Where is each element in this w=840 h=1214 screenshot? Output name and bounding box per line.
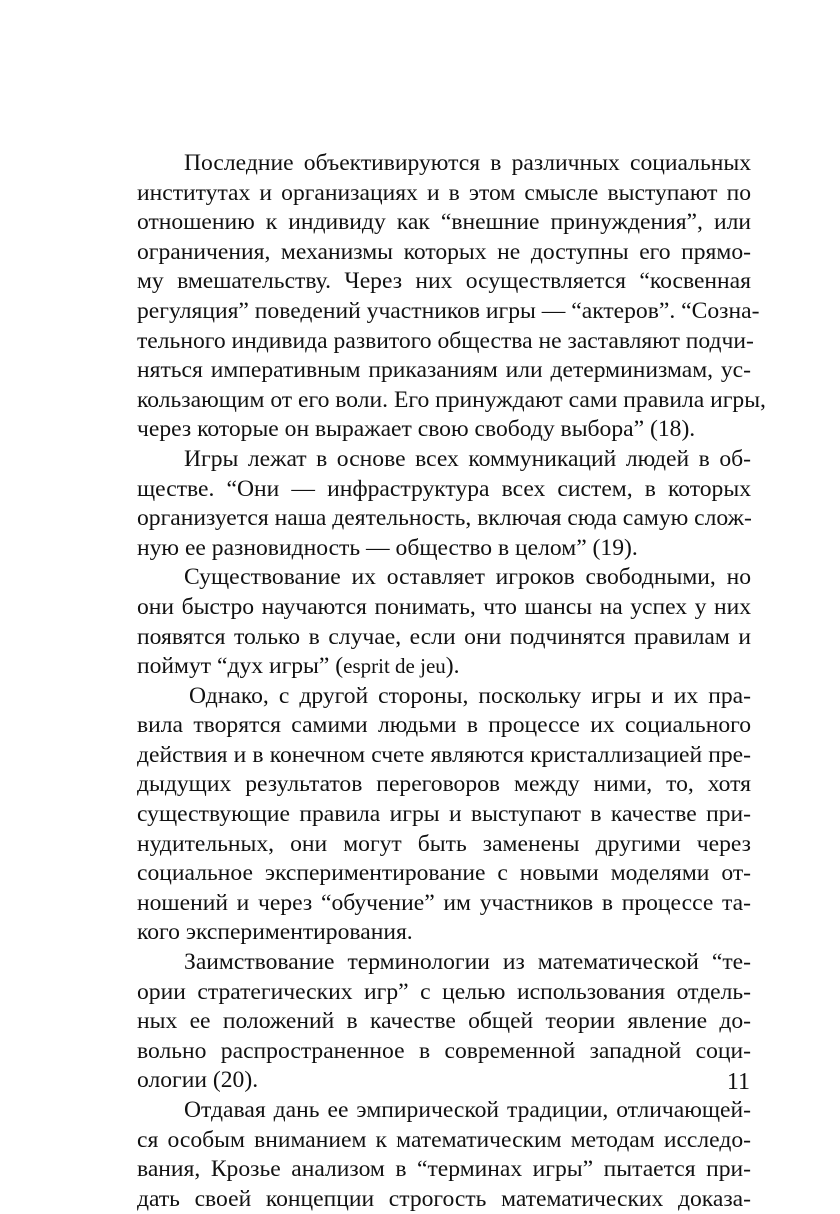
- text-line: Последние объективируются в различных социальных: [184, 150, 751, 176]
- text-line: появятся только в случае, если они подчинятся правилам и: [137, 623, 751, 650]
- text-line: через которые он выражает свою свободу выбора” (18).: [137, 416, 696, 443]
- text-line: отношению к индивиду как “внешние принуждения”, или: [137, 209, 751, 236]
- paragraph-3: [137, 563, 751, 681]
- text-line: нудительных, они могут быть заменены другими через: [137, 830, 751, 857]
- page-number: 11: [726, 1069, 750, 1095]
- text-line: ории стратегических игр” с целью использования отдель-: [137, 978, 751, 1005]
- text-line: ношений и через “обучение” им участников в процессе та-: [137, 889, 751, 916]
- text-line: няться императивным приказаниям или детерминизмам, ус-: [137, 357, 751, 384]
- text-line: социальное экспериментирование с новыми моделями от-: [137, 860, 751, 887]
- text-line: Существование их оставляет игроков свободными, но: [184, 564, 751, 591]
- text-line: дать своей концепции строгость математических доказа-: [137, 1185, 751, 1212]
- text-line: вольно распространенное в современной западной соци-: [137, 1037, 751, 1064]
- text-line: организуется наша деятельность, включая сюда самую слож-: [137, 505, 752, 532]
- latin-term: esprit de jeu: [343, 654, 446, 679]
- text-line: ных ее положений в качестве общей теории явление до-: [137, 1008, 751, 1035]
- text-line: [137, 652, 751, 682]
- text-line: кого экспериментирования.: [137, 919, 413, 946]
- text-line: дыдущих результатов переговоров между ними, то, хотя: [137, 771, 751, 798]
- text-line: регуляция” поведений участников игры — “актеров”. “Созна-: [137, 297, 760, 324]
- paragraph-1: [137, 149, 766, 445]
- text-line: кользающим от его воли. Его принуждают сами правила игры,: [137, 386, 766, 413]
- text-line: ную ее разновидность — общество в целом” (19).: [137, 534, 638, 561]
- text-line: они быстро научаются понимать, что шансы на успех у них: [137, 593, 751, 620]
- paragraph-2: [137, 445, 751, 563]
- text-line: ограничения, механизмы которых не доступны его прямо-: [137, 238, 751, 265]
- text-line: Отдавая дань ее эмпирической традиции, отличающей-: [184, 1097, 751, 1123]
- text-line: Заимствование терминологии из математической “те-: [184, 949, 751, 976]
- paragraph-4: [137, 682, 751, 948]
- text-fragment: ).: [445, 653, 460, 680]
- body-text: [137, 149, 766, 1214]
- text-line: ся особым вниманием к математическим методам исследо-: [137, 1126, 751, 1153]
- text-line: Однако, с другой стороны, поскольку игры и их пра-: [189, 682, 751, 709]
- text-line: тельного индивида развитого общества не заставляют подчи-: [137, 327, 754, 354]
- text-line: действия и в конечном счете являются кристаллизацией пре-: [137, 741, 751, 768]
- text-fragment: поймут “дух игры” (: [137, 653, 344, 680]
- paragraph-5: [137, 948, 751, 1096]
- text-line: Игры лежат в основе всех коммуникаций людей в об-: [184, 445, 751, 472]
- paragraph-6: [137, 1096, 751, 1214]
- text-line: вила творятся самими людьми в процессе их социального: [137, 712, 751, 739]
- text-line: вания, Крозье анализом в “терминах игры” пытается при-: [137, 1156, 751, 1183]
- text-line: ществе. “Они — инфраструктура всех систем, в которых: [137, 475, 751, 502]
- text-line: му вмешательству. Через них осуществляется “косвенная: [137, 268, 751, 295]
- text-line: существующие правила игры и выступают в качестве при-: [137, 801, 751, 828]
- text-line: ологии (20).: [137, 1067, 259, 1094]
- text-line: институтах и организациях и в этом смысле выступают по: [137, 179, 751, 206]
